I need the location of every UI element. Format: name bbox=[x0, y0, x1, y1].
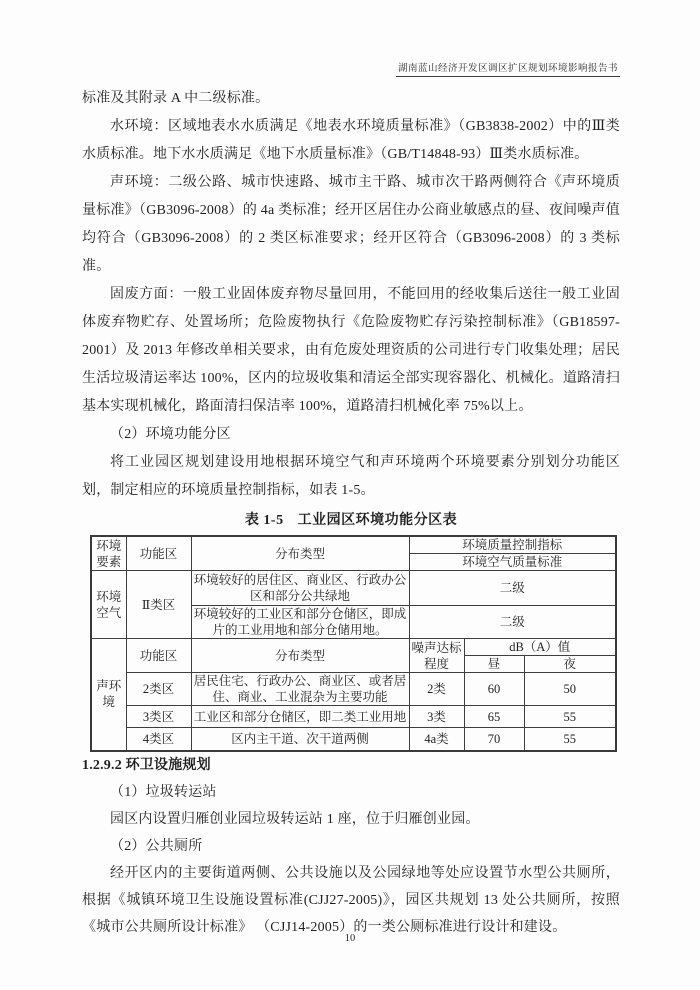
table-caption-label: 表 1-5 bbox=[244, 513, 284, 528]
noise-header-row bbox=[91, 639, 616, 656]
cell-noise-dist: 工业区和部分仓储区，即二类工业用地 bbox=[191, 706, 409, 728]
header-cell-factor: 环境要素 bbox=[91, 536, 126, 571]
document-body bbox=[82, 85, 620, 941]
body-paragraph: 经开区内的主要街道两侧、公共设施以及公园绿地等处应设置节水型公共厕所，根据《城镇环境卫生设施设置标准(CJJ27-2005)》，园区共规划 13 处公共厕所，按照《城市公共厕所设计标准》 （CJJ14-2005）的一类公厕标准进行设计和建设。 bbox=[82, 865, 620, 935]
section-heading: 1.2.9.2 环卫设施规划 bbox=[82, 757, 211, 773]
cell-noise-level: 3类 bbox=[409, 706, 464, 728]
cell-air-factor: 环境空气 bbox=[91, 571, 126, 639]
noise-header-zone: 功能区 bbox=[126, 639, 191, 673]
table-caption-title: 工业园区环境功能分区表 bbox=[297, 513, 458, 528]
noise-row bbox=[91, 706, 616, 728]
cell-noise-night: 55 bbox=[524, 706, 616, 728]
cell-air-zone: Ⅱ类区 bbox=[126, 571, 191, 639]
cell-noise-day: 60 bbox=[464, 673, 524, 706]
cell-noise-night: 50 bbox=[524, 673, 616, 706]
table-header-row bbox=[91, 536, 616, 554]
cell-noise-day: 70 bbox=[464, 728, 524, 751]
subsection-label: （2）环境功能分区 bbox=[110, 427, 231, 442]
section-1-2-9-2 bbox=[82, 752, 620, 941]
header-cell-air-standard: 环境空气质量标准 bbox=[409, 554, 616, 571]
noise-row bbox=[91, 728, 616, 751]
table-caption bbox=[82, 509, 620, 533]
cell-air-dist: 环境较好的居住区、商业区、行政办公区和部分公共绿地 bbox=[191, 571, 409, 606]
cell-noise-factor: 声环境 bbox=[91, 639, 126, 751]
noise-header-night: 夜 bbox=[524, 656, 616, 673]
cell-noise-day: 65 bbox=[464, 706, 524, 728]
body-paragraph: 水环境：区域地表水水质满足《地表水环境质量标准》（GB3838-2002）中的Ⅲ类水质标准。地下水水质满足《地下水质量标准》（GB/T14848-93）Ⅲ类水质标准。 bbox=[82, 119, 620, 162]
cell-noise-dist: 居民住宅、行政办公、商业区、或者居住、商业、工业混杂为主要功能 bbox=[191, 673, 409, 706]
noise-row bbox=[91, 673, 616, 706]
noise-header-level: 噪声达标程度 bbox=[409, 639, 464, 673]
subsection-label: （1）垃圾转运站 bbox=[110, 784, 217, 800]
cell-noise-zone: 4类区 bbox=[126, 728, 191, 751]
body-paragraph: 固废方面：一般工业固体废弃物尽量回用，不能回用的经收集后送往一般工业固体废弃物贮存、处置场所；危险废物执行《危险废物贮存污染控制标准》（GB18597-2001）及 2013 年修改单相关要求，由有危废处理资质的公司进行专门收集处理；居民生活垃圾清运率达 100%，区内的垃圾收集和清运全部实现容器化、机械化。道路清扫基本实现机械化，路面清扫保洁率 100%，道路清扫机械化率 75%以上。 bbox=[82, 287, 620, 414]
body-paragraph: 标准及其附录 A 中二级标准。 bbox=[82, 91, 270, 106]
cell-noise-level: 2类 bbox=[409, 673, 464, 706]
body-paragraph: 将工业园区规划建设用地根据环境空气和声环境两个环境要素分别划分功能区划，制定相应的环境质量控制指标，如表 1-5。 bbox=[82, 455, 620, 498]
cell-noise-zone: 2类区 bbox=[126, 673, 191, 706]
header-cell-dist: 分布类型 bbox=[191, 536, 409, 571]
cell-noise-level: 4a类 bbox=[409, 728, 464, 751]
report-header-title: 湖南蓝山经济开发区调区扩区规划环境影响报告书 bbox=[396, 60, 620, 77]
page-number: 10 bbox=[344, 933, 356, 944]
cell-noise-night: 55 bbox=[524, 728, 616, 751]
cell-noise-zone: 3类区 bbox=[126, 706, 191, 728]
cell-air-std: 二级 bbox=[409, 571, 616, 606]
header-cell-quality-index: 环境质量控制指标 bbox=[409, 536, 616, 554]
cell-air-dist: 环境较好的工业区和部分仓储区，即成片的工业用地和部分仓储用地。 bbox=[191, 606, 409, 639]
air-row bbox=[91, 571, 616, 606]
page-header bbox=[82, 0, 620, 77]
env-function-zone-table bbox=[90, 535, 617, 752]
cell-noise-dist: 区内主干道、次干道两侧 bbox=[191, 728, 409, 751]
header-cell-zone: 功能区 bbox=[126, 536, 191, 571]
noise-header-db: dB（A）值 bbox=[464, 639, 616, 656]
body-paragraph: 园区内设置归雁创业园垃圾转运站 1 座，位于归雁创业园。 bbox=[110, 811, 480, 827]
subsection-label: （2）公共厕所 bbox=[110, 838, 203, 854]
body-paragraph: 声环境：二级公路、城市快速路、城市主干路、城市次干路两侧符合《声环境质量标准》（GB3096-2008）的 4a 类标准；经开区居住办公商业敏感点的昼、夜间噪声值均符合（GB3096-2008）的 2 类区标准要求；经开区符合（GB3096-2008）的 3 类标准。 bbox=[82, 175, 620, 274]
cell-air-std: 二级 bbox=[409, 606, 616, 639]
noise-header-dist: 分布类型 bbox=[191, 639, 409, 673]
noise-header-day: 昼 bbox=[464, 656, 524, 673]
